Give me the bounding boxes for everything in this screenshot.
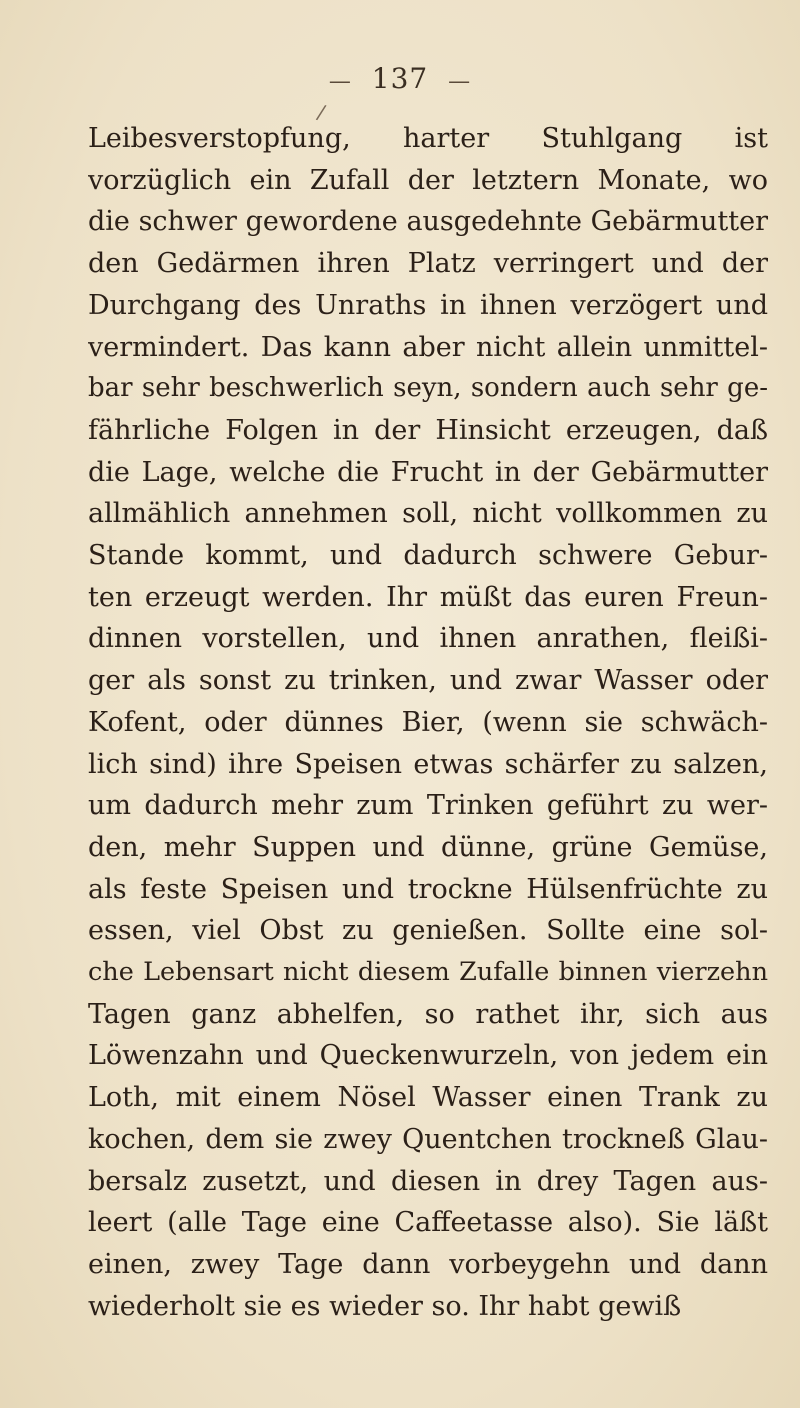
text-line: leert (alle Tage eine Caffeetasse also). Sie läßt bbox=[88, 1207, 768, 1239]
text-line: den Gedärmen ihren Platz verringert und der bbox=[88, 248, 768, 280]
page-number: 137 bbox=[371, 62, 429, 95]
text-line: die Lage, welche die Frucht in der Gebärmutter bbox=[88, 456, 768, 488]
text-line: dinnen vorstellen, und ihnen anrathen, fleißi- bbox=[88, 623, 768, 655]
text-line: ten erzeugt werden. Ihr müßt das euren Freun- bbox=[88, 581, 768, 613]
text-line: Kofent, oder dünnes Bier, (wenn sie schwäch- bbox=[88, 706, 768, 738]
text-line: fährliche Folgen in der Hinsicht erzeugen, daß bbox=[88, 414, 768, 446]
text-line: den, mehr Suppen und dünne, grüne Gemüse, bbox=[88, 831, 768, 863]
text-line: als feste Speisen und trockne Hülsenfrüchte zu bbox=[88, 873, 768, 905]
text-line: lich sind) ihre Speisen etwas schärfer zu salzen, bbox=[88, 748, 768, 780]
text-line: bar sehr beschwerlich seyn, sondern auch sehr ge- bbox=[88, 373, 768, 404]
header-dash-left: — bbox=[328, 69, 352, 94]
text-line: wiederholt sie es wieder so. Ihr habt gewiß bbox=[88, 1290, 682, 1322]
text-line: Durchgang des Unraths in ihnen verzögert und bbox=[88, 289, 768, 321]
text-line: die schwer gewordene ausgedehnte Gebärmutter bbox=[88, 206, 768, 238]
text-line: Tagen ganz abhelfen, so rathet ihr, sich aus bbox=[88, 998, 768, 1030]
text-line: allmählich annehmen soll, nicht vollkommen zu bbox=[88, 498, 768, 530]
text-line: bersalz zusetzt, und diesen in drey Tagen aus- bbox=[88, 1165, 768, 1197]
ink-mark: / bbox=[315, 99, 328, 125]
text-line: vermindert. Das kann aber nicht allein unmittel- bbox=[88, 331, 768, 363]
text-line: Leibesverstopfung, harter Stuhlgang ist bbox=[88, 123, 768, 154]
text-line: Löwenzahn und Queckenwurzeln, von jedem ein bbox=[88, 1040, 768, 1072]
header-dash-right: — bbox=[448, 69, 472, 94]
text-line: Stande kommt, und dadurch schwere Gebur- bbox=[88, 540, 768, 572]
text-line: che Lebensart nicht diesem Zufalle binnen vierzehn bbox=[88, 957, 768, 988]
body-text bbox=[88, 118, 768, 1327]
text-line: essen, viel Obst zu genießen. Sollte eine sol- bbox=[88, 915, 768, 947]
page-header bbox=[0, 62, 800, 95]
text-line: um dadurch mehr zum Trinken geführt zu wer- bbox=[88, 790, 768, 822]
text-line: kochen, dem sie zwey Quentchen trockneß Glau- bbox=[88, 1123, 768, 1155]
text-line: ger als sonst zu trinken, und zwar Wasser oder bbox=[88, 665, 768, 697]
text-line: Loth, mit einem Nösel Wasser einen Trank zu bbox=[88, 1082, 768, 1114]
text-line: vorzüglich ein Zufall der letztern Monate, wo bbox=[88, 164, 768, 196]
text-line: einen, zwey Tage dann vorbeygehn und dann bbox=[88, 1248, 768, 1280]
